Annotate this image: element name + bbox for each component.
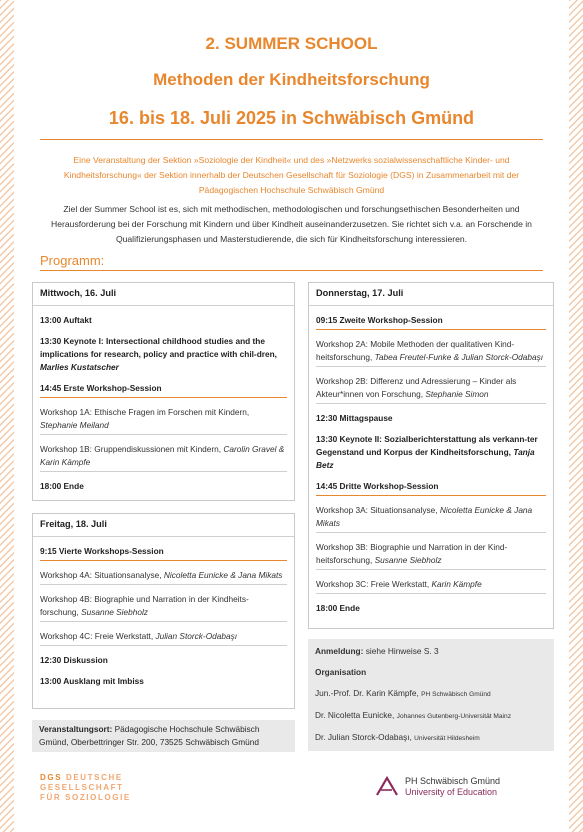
workshop-title: Workshop 3A: Situationsanalyse, (316, 505, 438, 515)
venue-address: Pädagogische Hochschule Schwäbisch Gmünd, Oberbettringer Str. 200, 73525 Schwäbisch Gmünd (39, 724, 260, 747)
schedule-entry: 13:00 Ausklang mit Imbiss (40, 676, 144, 686)
organiser-affiliation: Universität Hildesheim (414, 735, 480, 742)
day-box-thursday (308, 282, 554, 629)
session-heading: 09:15 Zweite Workshop-Session (316, 314, 546, 330)
dgs-line1: DEUTSCHE (65, 773, 123, 782)
speaker-name: Karin Kämpfe (431, 579, 482, 589)
speaker-name: Nicoletta Eunicke & Jana Mikats (163, 570, 283, 580)
organiser-name: Jun.-Prof. Dr. Karin Kämpfe, (315, 688, 419, 698)
session-heading: 9:15 Vierte Workshops-Session (40, 545, 287, 561)
dgs-line3: FÜR SOZIOLOGIE (40, 793, 131, 802)
dgs-abbr: DGS (40, 773, 63, 782)
day-heading: Mittwoch, 16. Juli (33, 283, 294, 306)
speaker-name: Marlies Kustatscher (40, 362, 119, 372)
keynote-title: 13:30 Keynote I: Intersectional childhood studies and the implications for research, policy and practice with chil-dren, (40, 336, 277, 359)
workshop-title: Workshop 3B: Biographie und Narration in der Kind-heitsforschung, (316, 542, 508, 565)
speaker-name: Carolin Gravel & Karin Kämpfe (40, 444, 285, 467)
workshop-entry (40, 630, 287, 646)
organizer-text: Eine Veranstaltung der Sektion »Soziologie der Kindheit« und des »Netzwerks sozialwissenschaftliche Kinder- und Kindheitsforschung« der Sektion innerhalb der Deutschen Gesellschaft für Soziologie (DGS) in Zusammenarbeit mit der Pädagogischen Hochschule Schwäbisch Gmünd (63, 155, 520, 195)
schedule-entry (33, 335, 294, 374)
workshop-entry (316, 578, 546, 594)
organiser-name: Dr. Julian Storck-Odabaşı, (315, 732, 412, 742)
divider (40, 270, 543, 271)
day-box-wednesday (32, 282, 295, 501)
workshop-title: Workshop 4B: Biographie und Narration in der Kindheits-forschung, (40, 594, 249, 617)
organiser-entry (315, 709, 547, 723)
dgs-logo (40, 773, 131, 803)
organiser-entry (315, 687, 547, 701)
speaker-name: Julian Storck-Odabaşı (155, 631, 238, 641)
workshop-title: Workshop 2A: Mobile Methoden der qualitativen Kind-heitsforschung, (316, 339, 515, 362)
schedule-entry: 12:30 Mittagspause (316, 413, 393, 423)
speaker-name: Tabea Freutel-Funke & Julian Storck-Odabaşı (374, 352, 544, 362)
registration-text: siehe Hinweise S. 3 (365, 646, 439, 656)
ph-logo-icon (375, 775, 401, 797)
keynote-title: 13:30 Keynote II: Sozialberichterstattung als verkann-ter Gegenstand und Korpus der Kindheitsforschung, (316, 434, 538, 457)
organisation-box (308, 639, 554, 751)
workshop-title: Workshop 4C: Freie Werkstatt, (40, 631, 154, 641)
workshop-title: Workshop 2B: Differenz und Adressierung – Kinder als Akteur*innen von Forschung, (316, 376, 517, 399)
schedule-entry: 18:00 Ende (316, 603, 360, 613)
goal-text: Ziel der Summer School ist es, sich mit methodischen, methodologischen und forschungsethischen Besonderheiten und Herausforderung bei der Forschung mit Kindern und über Kindheit auseinanderzusetzen. Sie richtet sich v.a. an Forschende in Qualifizierungsphasen und Masterstudierende, die sich für Kindheitsforschung interessieren. (51, 204, 532, 244)
organiser-affiliation: Johannes Gutenberg-Universität Mainz (396, 713, 511, 720)
workshop-title: Workshop 4A: Situationsanalyse, (40, 570, 162, 580)
event-title-line3: 16. bis 18. Juli 2025 in Schwäbisch Gmünd (108, 108, 475, 128)
speaker-name: Susanne Siebholz (374, 555, 442, 565)
workshop-entry (40, 443, 287, 472)
schedule-entry: 18:00 Ende (40, 481, 84, 491)
workshop-entry (316, 338, 546, 367)
workshop-title: Workshop 1A: Ethische Fragen im Forschen mit Kindern, (40, 407, 250, 417)
session-heading: 14:45 Dritte Workshop-Session (316, 480, 546, 496)
program-heading: Programm: (40, 253, 105, 268)
workshop-entry (40, 569, 287, 585)
ph-name: PH Schwäbisch Gmünd (405, 776, 501, 786)
day-heading: Donnerstag, 17. Juli (309, 283, 553, 306)
workshop-title: Workshop 3C: Freie Werkstatt, (316, 579, 430, 589)
day-heading: Freitag, 18. Juli (33, 514, 294, 537)
schedule-entry: 13:00 Auftakt (40, 315, 92, 325)
speaker-name: Nicoletta Eunicke & Jana Mikats (316, 505, 533, 528)
venue-label: Veranstaltungsort: (39, 724, 113, 734)
schedule-entry: 12:30 Diskussion (40, 655, 108, 665)
workshop-entry (316, 375, 546, 404)
speaker-name: Stephanie Simon (425, 389, 489, 399)
day-box-friday (32, 513, 295, 709)
dgs-line2: GESELLSCHAFT (40, 783, 124, 792)
organiser-affiliation: PH Schwäbisch Gmünd (421, 691, 491, 698)
workshop-entry (40, 593, 287, 622)
workshop-entry (40, 406, 287, 435)
workshop-title: Workshop 1B: Gruppendiskussionen mit Kindern, (40, 444, 222, 454)
ph-subtitle: University of Education (405, 787, 498, 797)
session-heading: 14:45 Erste Workshop-Session (40, 382, 287, 398)
speaker-name: Stephanie Meiland (40, 420, 109, 430)
speaker-name: Susanne Siebholz (81, 607, 148, 617)
workshop-entry (316, 541, 546, 570)
venue-box (32, 720, 295, 752)
organiser-name: Dr. Nicoletta Eunicke, (315, 710, 395, 720)
divider (40, 139, 543, 140)
workshop-entry (316, 504, 546, 533)
event-title-line2: Methoden der Kindheitsforschung (153, 70, 430, 89)
schedule-entry (309, 433, 553, 472)
registration-label: Anmeldung: (315, 646, 364, 656)
speaker-name: Tanja Betz (316, 447, 535, 470)
organiser-entry (315, 731, 547, 745)
registration-info (315, 645, 547, 658)
event-title-line1: 2. SUMMER SCHOOL (205, 34, 378, 53)
organisation-heading: Organisation (315, 667, 367, 677)
ph-logo (375, 775, 545, 799)
